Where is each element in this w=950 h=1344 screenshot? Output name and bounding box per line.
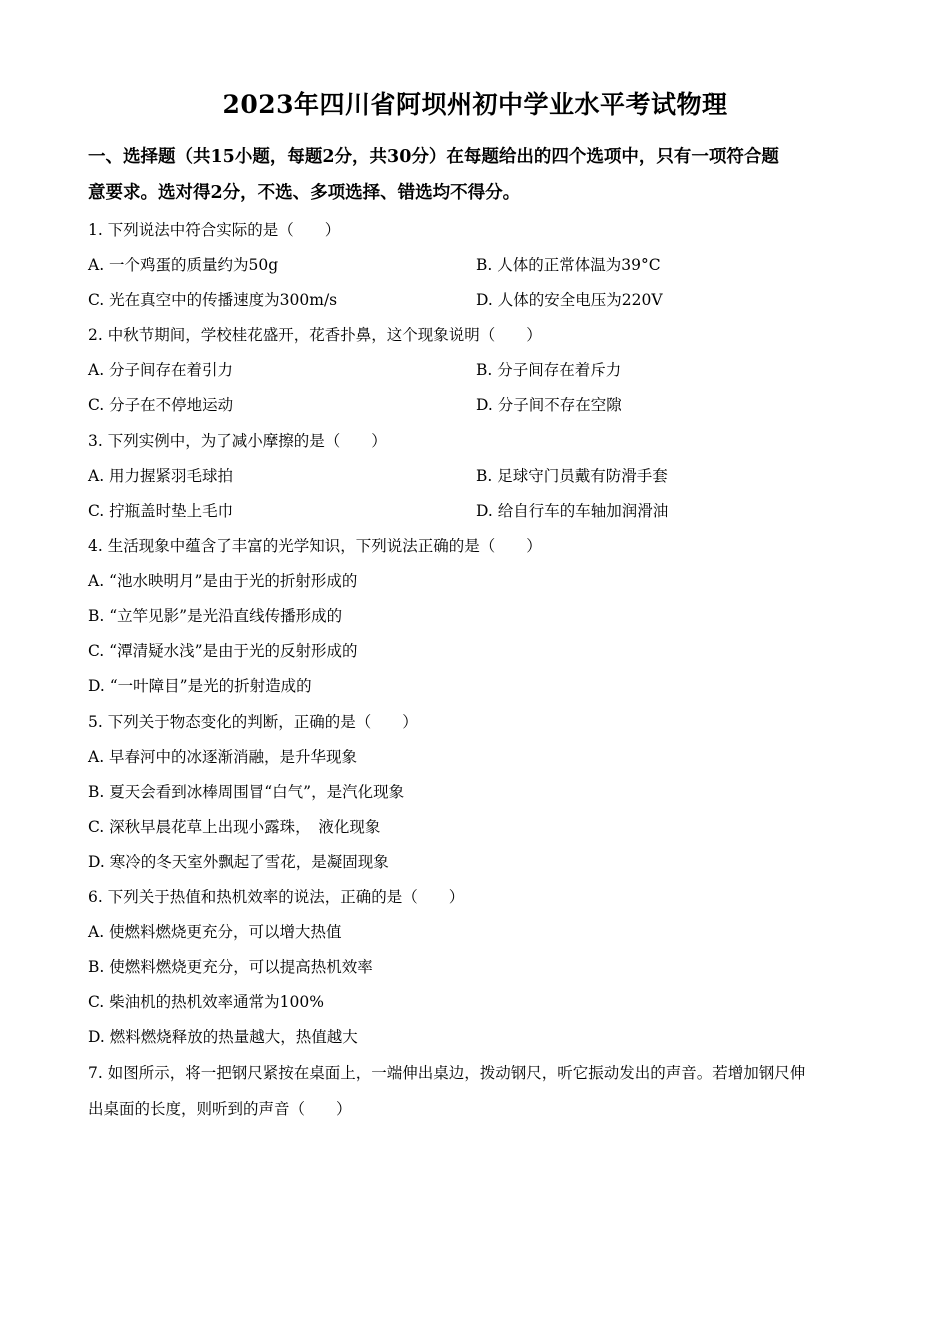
question-6-option-b: B. 使燃料燃烧更充分，可以提高热机效率: [88, 958, 373, 976]
question-7-stem-line1: 7. 如图所示，将一把钢尺紧按在桌面上，一端伸出桌边，拨动钢尺，听它振动发出的声音。若增加钢尺伸: [88, 1064, 806, 1082]
question-5-option-d: D. 寒冷的冬天室外飘起了雪花，是凝固现象: [88, 853, 389, 871]
question-7-stem-line2: 出桌面的长度，则听到的声音（ ）: [88, 1100, 352, 1118]
question-2-option-b: B. 分子间存在着斥力: [476, 361, 622, 379]
question-3-option-b: B. 足球守门员戴有防滑手套: [476, 467, 668, 485]
question-6-stem: 6. 下列关于热值和热机效率的说法，正确的是（ ）: [88, 888, 465, 906]
question-5-option-b: B. 夏天会看到冰棒周围冒“白气”，是汽化现象: [88, 783, 405, 801]
question-2-option-a: A. 分子间存在着引力: [88, 361, 234, 379]
question-6-option-a: A. 使燃料燃烧更充分，可以增大热值: [88, 923, 342, 941]
question-5-option-c: C. 深秋早晨花草上出现小露珠， 液化现象: [88, 818, 381, 836]
page-title: 2023年四川省阿坝州初中学业水平考试物理: [222, 90, 728, 119]
question-5-option-a: A. 早春河中的冰逐渐消融，是升华现象: [88, 748, 358, 766]
question-1-option-d: D. 人体的安全电压为220V: [476, 291, 663, 309]
question-4-option-c: C. “潭清疑水浅”是由于光的反射形成的: [88, 642, 358, 660]
question-4-option-b: B. “立竿见影”是光沿直线传播形成的: [88, 607, 343, 625]
question-4-option-d: D. “一叶障目”是光的折射造成的: [88, 677, 312, 695]
question-6-option-d: D. 燃料燃烧释放的热量越大，热值越大: [88, 1028, 358, 1046]
question-3-option-d: D. 给自行车的车轴加润滑油: [476, 502, 669, 520]
question-2-option-c: C. 分子在不停地运动: [88, 396, 234, 414]
section-heading-line2: 意要求。选对得2分，不选、多项选择、错选均不得分。: [88, 183, 521, 203]
section-heading-line1: 一、选择题（共15小题，每题2分，共30分）在每题给出的四个选项中，只有一项符合题: [88, 147, 779, 167]
question-5-stem: 5. 下列关于物态变化的判断，正确的是（ ）: [88, 713, 418, 731]
question-4-option-a: A. “池水映明月”是由于光的折射形成的: [88, 572, 358, 590]
question-3-option-a: A. 用力握紧羽毛球拍: [88, 467, 234, 485]
question-1-option-c: C. 光在真空中的传播速度为300m/s: [88, 291, 338, 309]
question-6-option-c: C. 柴油机的热机效率通常为100%: [88, 993, 324, 1011]
question-1-option-b: B. 人体的正常体温为39°C: [476, 256, 661, 274]
question-3-stem: 3. 下列实例中，为了减小摩擦的是（ ）: [88, 432, 387, 450]
question-3-option-c: C. 拧瓶盖时垫上毛巾: [88, 502, 234, 520]
question-2-stem: 2. 中秋节期间，学校桂花盛开，花香扑鼻，这个现象说明（ ）: [88, 326, 542, 344]
question-4-stem: 4. 生活现象中蕴含了丰富的光学知识，下列说法正确的是（ ）: [88, 537, 542, 555]
question-1-stem: 1. 下列说法中符合实际的是（ ）: [88, 221, 341, 239]
question-1-option-a: A. 一个鸡蛋的质量约为50g: [88, 256, 279, 274]
question-2-option-d: D. 分子间不存在空隙: [476, 396, 622, 414]
